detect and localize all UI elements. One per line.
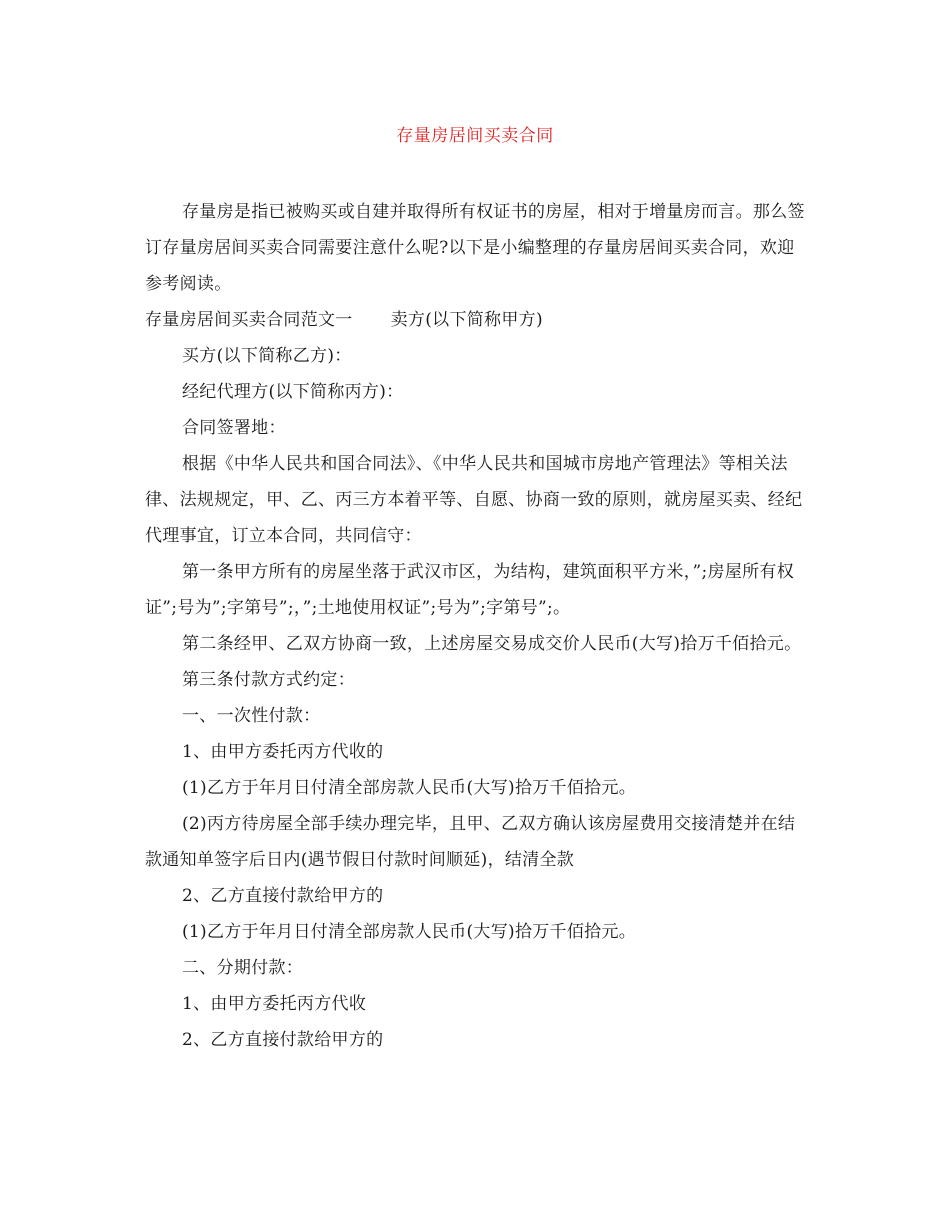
lump-sum-item-1b: (2)丙方待房屋全部手续办理完毕，且甲、乙双方确认该房屋费用交接清楚并在结款通知单签字后日内(遇节假日付款时间顺延)，结清全款 (145, 814, 796, 870)
lump-sum-item-2a: (1)乙方于年月日付清全部房款人民币(大写)拾万千佰拾元。 (182, 922, 637, 942)
agent-label: 经纪代理方(以下简称丙方)： (182, 382, 404, 402)
sample-heading-line (145, 302, 810, 338)
article-2: 第二条经甲、乙双方协商一致，上述房屋交易成交价人民币(大写)拾万千佰拾元。 (182, 634, 802, 654)
intro-paragraph: 存量房是指已被购买或自建并取得所有权证书的房屋，相对于增量房而言。那么签订存量房居间买卖合同需要注意什么呢?以下是小编整理的存量房居间买卖合同，欢迎参考阅读。 (145, 202, 805, 294)
document-title: 存量房居间买卖合同 (396, 126, 554, 146)
signing-place-label: 合同签署地： (182, 418, 286, 438)
basis-paragraph: 根据《中华人民共和国合同法》、《中华人民共和国城市房地产管理法》等相关法律、法规规定，甲、乙、丙三方本着平等、自愿、协商一致的原则，就房屋买卖、经纪代理事宜，订立本合同，共同信守： (145, 454, 803, 546)
lump-sum-item-1: 1、由甲方委托丙方代收的 (182, 742, 384, 762)
sample-heading: 存量房居间买卖合同范文一 (145, 310, 353, 330)
installment-item-2: 2、乙方直接付款给甲方的 (182, 1030, 384, 1050)
installment-item-1: 1、由甲方委托丙方代收 (182, 994, 367, 1014)
article-3: 第三条付款方式约定： (182, 670, 355, 690)
lump-sum-item-1a: (1)乙方于年月日付清全部房款人民币(大写)拾万千佰拾元。 (182, 778, 637, 798)
document-body (145, 194, 810, 1058)
installment-heading: 二、分期付款： (182, 958, 304, 978)
article-1: 第一条甲方所有的房屋坐落于武汉市区，为结构，建筑面积平方米，”;房屋所有权证”;号为”;字第号”;，”;土地使用权证”;号为”;字第号”;。 (145, 562, 795, 618)
seller-label: 卖方(以下简称甲方) (390, 310, 543, 330)
lump-sum-item-2: 2、乙方直接付款给甲方的 (182, 886, 384, 906)
buyer-label: 买方(以下简称乙方)： (182, 346, 352, 366)
lump-sum-heading: 一、一次性付款： (182, 706, 321, 726)
